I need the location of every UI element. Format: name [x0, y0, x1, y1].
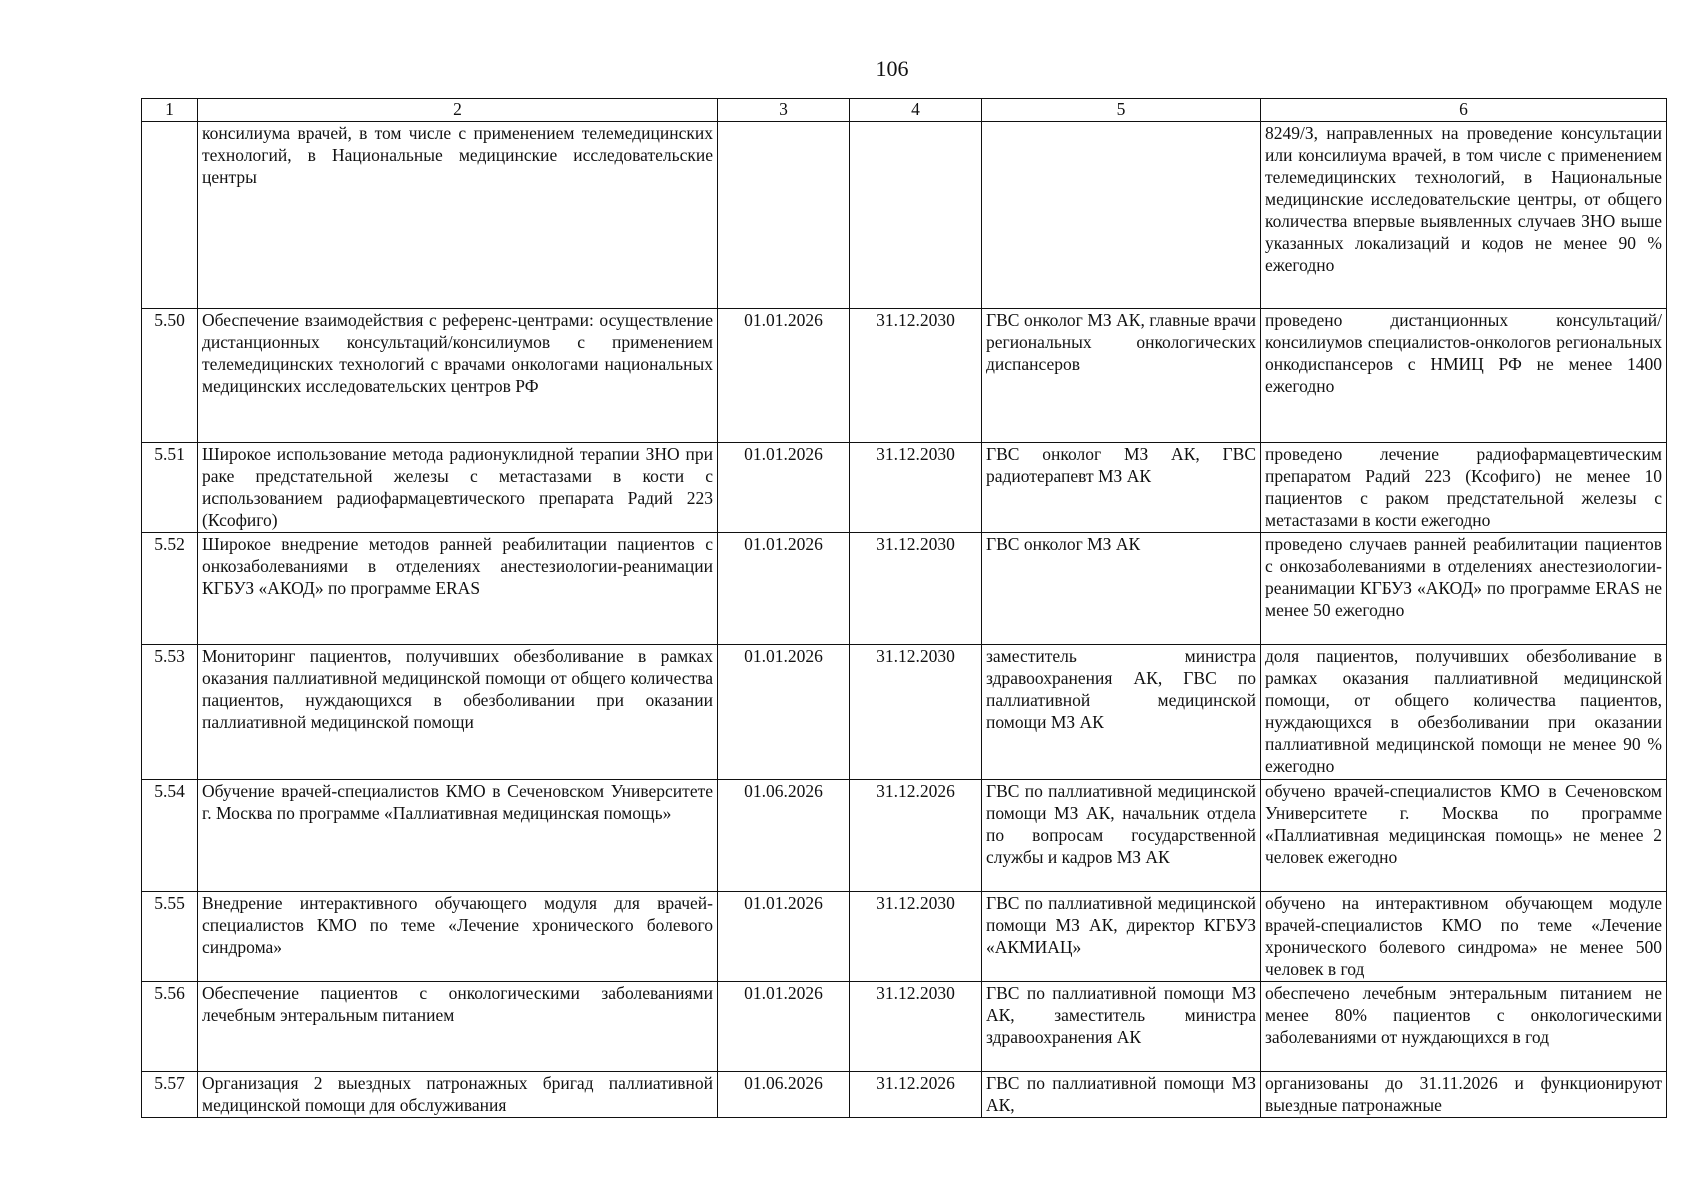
row-number — [142, 122, 198, 309]
measure-description: Широкое использование метода радионуклидной терапии ЗНО при раке предстательной железы с метастазами в кости с использованием радиофармацевтического препарата Радий 223 (Ксофиго) — [198, 443, 718, 533]
table-row — [142, 122, 1667, 309]
measure-description: Обеспечение пациентов с онкологическими заболеваниями лечебным энтеральным питанием — [198, 982, 718, 1072]
table-body — [142, 122, 1667, 1118]
end-date: 31.12.2030 — [850, 443, 982, 533]
expected-result: проведено дистанционных консультаций/ консилиумов специалистов-онкологов региональных онкодиспансеров с НМИЦ РФ не менее 1400 ежегодно — [1261, 309, 1667, 443]
row-number: 5.50 — [142, 309, 198, 443]
responsible-party: ГВС по паллиативной медицинской помощи МЗ АК, начальник отдела по вопросам государственной службы и кадров МЗ АК — [982, 780, 1261, 892]
expected-result: проведено случаев ранней реабилитации пациентов с онкозаболеваниями в отделениях анестезиологии-реанимации КГБУЗ «АКОД» по программе ERAS не менее 50 ежегодно — [1261, 533, 1667, 645]
page-number: 106 — [875, 56, 909, 81]
responsible-party: ГВС онколог МЗ АК, ГВС радиотерапевт МЗ АК — [982, 443, 1261, 533]
measure-description: Организация 2 выездных патронажных бригад паллиативной медицинской помощи для обслуживания — [198, 1072, 718, 1118]
table-row — [142, 780, 1667, 892]
expected-result: проведено лечение радиофармацевтическим препаратом Радий 223 (Ксофиго) не менее 10 пациентов с раком предстательной железы с метастазами в кости ежегодно — [1261, 443, 1667, 533]
table-row — [142, 1072, 1667, 1118]
measure-description: Обучение врачей-специалистов КМО в Сеченовском Университете г. Москва по программе «Паллиативная медицинская помощь» — [198, 780, 718, 892]
expected-result: обучено врачей-специалистов КМО в Сеченовском Университете г. Москва по программе «Паллиативная медицинская помощь» не менее 2 человек ежегодно — [1261, 780, 1667, 892]
responsible-party: ГВС по паллиативной помощи МЗ АК, заместитель министра здравоохранения АК — [982, 982, 1261, 1072]
table-header-row — [142, 99, 1667, 122]
start-date: 01.01.2026 — [718, 892, 850, 982]
table-row — [142, 309, 1667, 443]
end-date: 31.12.2030 — [850, 309, 982, 443]
table-row — [142, 892, 1667, 982]
start-date: 01.01.2026 — [718, 443, 850, 533]
start-date — [718, 122, 850, 309]
end-date: 31.12.2026 — [850, 1072, 982, 1118]
responsible-party — [982, 122, 1261, 309]
start-date: 01.06.2026 — [718, 1072, 850, 1118]
responsible-party: ГВС онколог МЗ АК, главные врачи региональных онкологических диспансеров — [982, 309, 1261, 443]
start-date: 01.06.2026 — [718, 780, 850, 892]
responsible-party: заместитель министра здравоохранения АК, ГВС по паллиативной медицинской помощи МЗ АК — [982, 645, 1261, 780]
table-row — [142, 982, 1667, 1072]
row-number: 5.56 — [142, 982, 198, 1072]
table-row — [142, 443, 1667, 533]
column-header: 3 — [718, 99, 850, 122]
measure-description: Широкое внедрение методов ранней реабилитации пациентов с онкозаболеваниями в отделениях анестезиологии-реанимации КГБУЗ «АКОД» по программе ERAS — [198, 533, 718, 645]
start-date: 01.01.2026 — [718, 533, 850, 645]
expected-result: доля пациентов, получивших обезболивание в рамках оказания паллиативной медицинской помощи, от общего количества пациентов, нуждающихся в обезболивании при оказании паллиативной медицинской помощи не менее 90 % ежегодно — [1261, 645, 1667, 780]
responsible-party: ГВС по паллиативной медицинской помощи МЗ АК, директор КГБУЗ «АКМИАЦ» — [982, 892, 1261, 982]
row-number: 5.55 — [142, 892, 198, 982]
start-date: 01.01.2026 — [718, 309, 850, 443]
responsible-party: ГВС по паллиативной помощи МЗ АК, — [982, 1072, 1261, 1118]
row-number: 5.53 — [142, 645, 198, 780]
measure-description: Внедрение интерактивного обучающего модуля для врачей-специалистов КМО по теме «Лечение хронического болевого синдрома» — [198, 892, 718, 982]
expected-result: организованы до 31.11.2026 и функционируют выездные патронажные — [1261, 1072, 1667, 1118]
row-number: 5.52 — [142, 533, 198, 645]
end-date: 31.12.2030 — [850, 892, 982, 982]
expected-result: обеспечено лечебным энтеральным питанием не менее 80% пациентов с онкологическими заболеваниями от нуждающихся в год — [1261, 982, 1667, 1072]
column-header: 1 — [142, 99, 198, 122]
measure-description: консилиума врачей, в том числе с применением телемедицинских технологий, в Национальные медицинские исследовательские центры — [198, 122, 718, 309]
row-number: 5.51 — [142, 443, 198, 533]
start-date: 01.01.2026 — [718, 982, 850, 1072]
responsible-party: ГВС онколог МЗ АК — [982, 533, 1261, 645]
table-row — [142, 645, 1667, 780]
start-date: 01.01.2026 — [718, 645, 850, 780]
measure-description: Мониторинг пациентов, получивших обезболивание в рамках оказания паллиативной медицинской помощи от общего количества пациентов, нуждающихся в обезболивании при оказании паллиативной медицинской помощи — [198, 645, 718, 780]
end-date: 31.12.2030 — [850, 982, 982, 1072]
row-number: 5.54 — [142, 780, 198, 892]
end-date: 31.12.2026 — [850, 780, 982, 892]
end-date: 31.12.2030 — [850, 533, 982, 645]
column-header: 6 — [1261, 99, 1667, 122]
expected-result: 8249/З, направленных на проведение консультации или консилиума врачей, в том числе с применением телемедицинских технологий, в Национальные медицинские исследовательские центры, от общего количества впервые выявленных случаев ЗНО выше указанных локализаций и кодов не менее 90 % ежегодно — [1261, 122, 1667, 309]
expected-result: обучено на интерактивном обучающем модуле врачей-специалистов КМО по теме «Лечение хронического болевого синдрома» не менее 500 человек в год — [1261, 892, 1667, 982]
measure-description: Обеспечение взаимодействия с референс-центрами: осуществление дистанционных консультаций/консилиумов с применением телемедицинских технологий с врачами онкологами национальных медицинских исследовательских центров РФ — [198, 309, 718, 443]
column-header: 2 — [198, 99, 718, 122]
end-date — [850, 122, 982, 309]
column-header: 4 — [850, 99, 982, 122]
measures-table — [141, 98, 1667, 1118]
column-header: 5 — [982, 99, 1261, 122]
row-number: 5.57 — [142, 1072, 198, 1118]
end-date: 31.12.2030 — [850, 645, 982, 780]
table-row — [142, 533, 1667, 645]
